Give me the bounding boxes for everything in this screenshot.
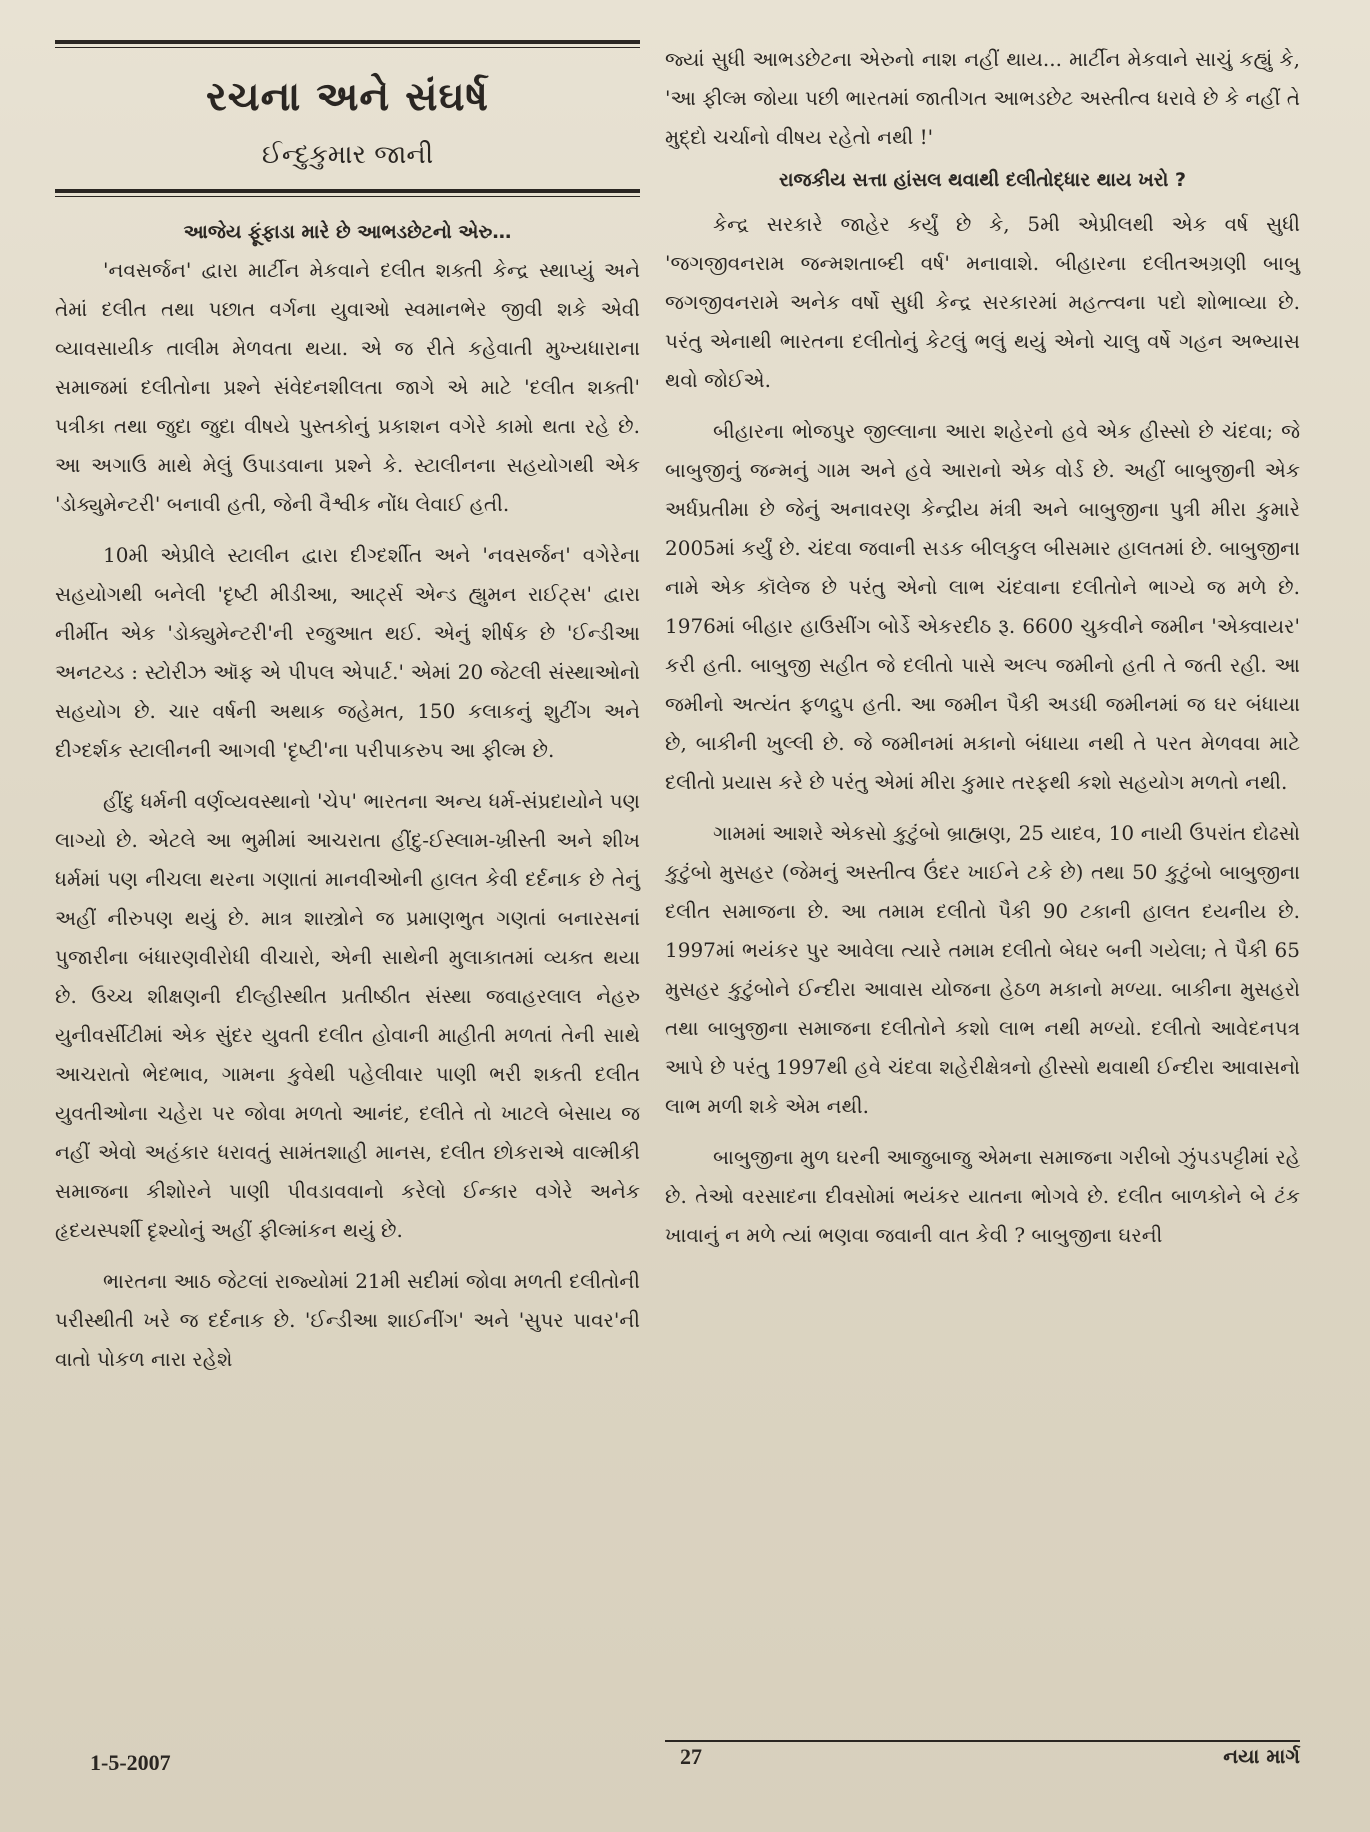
top-rule: [55, 40, 640, 44]
body-paragraph: બાબુજીના મુળ ઘરની આજુબાજુ એમના સમાજના ગરીબો ઝુંપડપટ્ટીમાં રહે છે. તેઓ વરસાદના દીવસોમાં ભયંકર યાતના ભોગવે છે. દલીત બાળકોને બે ટંક ખાવાનું ન મળે ત્યાં ભણવા જવાની વાત કેવી ? બાબુજીના ઘરની: [665, 1145, 1300, 1247]
article-author: ઈન્દુકુમાર જાની: [261, 140, 434, 170]
body-paragraph: ગામમાં આશરે એકસો કુટુંબો બ્રાહ્મણ, 25 યાદવ, 10 નાયી ઉપરાંત દોઢસો કુટુંબો મુસહર (જેમનું અસ્તીત્વ ઉંદર ખાઈને ટકે છે) તથા 50 કુટુંબો બાબુજીના દલીત સમાજના છે. આ તમામ દલીતો પૈકી 90 ટકાની હાલત દયનીય છે. 1997માં ભયંકર પુર આવેલા ત્યારે તમામ દલીતો બેઘર બની ગયેલા; તે પૈકી 65 મુસહર કુટુંબોને ઈન્દીરા આવાસ યોજના હેઠળ મકાનો મળ્યા. બાકીના મુસહરો તથા બાબુજીના સમાજના દલીતોને કશો લાભ નથી મળ્યો. દલીતો આવેદનપત્ર આપે છે પરંતુ 1997થી હવે ચંદવા શહેરીક્ષેત્રનો હીસ્સો થવાથી ઈન્દીરા આવાસનો લાભ મળી શકે એમ નથી.: [665, 821, 1300, 1118]
page-number: 27: [680, 1744, 702, 1769]
article-title: રચના અને સંઘર્ષ: [205, 74, 489, 120]
header-bottom-rule: [55, 189, 640, 193]
left-column: [55, 40, 640, 1391]
section-heading: રાજકીય સત્તા હાંસલ થવાથી દલીતોદ્ધાર થાય ખરો ?: [779, 169, 1186, 191]
page-footer: [0, 1740, 1370, 1780]
top-rule-thin: [55, 47, 640, 48]
issue-date: 1-5-2007: [90, 1750, 171, 1775]
body-paragraph: હીંદુ ધર્મની વર્ણવ્યવસ્થાનો 'ચેપ' ભારતના અન્ય ધર્મ-સંપ્રદાયોને પણ લાગ્યો છે. એટલે આ ભુમીમાં આચરાતા હીંદુ-ઈસ્લામ-ખ્રીસ્તી અને શીખ ધર્મમાં પણ નીચલા થરના ગણાતાં માનવીઓની હાલત કેવી દર્દનાક છે તેનું અહીં નીરુપણ થયું છે. માત્ર શાસ્ત્રોને જ પ્રમાણભુત ગણતાં બનારસનાં પુજારીના બંધારણવીરોધી વીચારો, એની સાથેની મુલાકાતમાં વ્યક્ત થયા છે. ઉચ્ચ શીક્ષણની દીલ્હીસ્થીત પ્રતીષ્ઠીત સંસ્થા જવાહરલાલ નેહરુ યુનીવર્સીટીમાં એક સુંદર યુવતી દલીત હોવાની માહીતી મળતાં તેની સાથે આચરાતો ભેદભાવ, ગામના કુવેથી પહેલીવાર પાણી ભરી શકતી દલીત યુવતીઓના ચહેરા પર જોવા મળતો આનંદ, દલીતે તો ખાટલે બેસાય જ નહીં એવો અહંકાર ધરાવતું સામંતશાહી માનસ, દલીત છોકરાએ વાલ્મીકી સમાજના કીશોરને પાણી પીવડાવવાનો કરેલો ઈન્કાર વગેરે અનેક હૃદયસ્પર્શી દૃશ્યોનું અહીં ફીલ્માંકન થયું છે.: [55, 789, 640, 1242]
body-paragraph: 'નવસર્જન' દ્વારા માર્ટીન મેકવાને દલીત શક્તી કેન્દ્ર સ્થાપ્યું અને તેમાં દલીત તથા પછાત વર્ગના યુવાઓ સ્વમાનભેર જીવી શકે એવી વ્યાવસાયીક તાલીમ મેળવતા થયા. એ જ રીતે કહેવાતી મુખ્યધારાના સમાજમાં દલીતોના પ્રશ્ને સંવેદનશીલતા જાગે એ માટે 'દલીત શક્તી' પત્રીકા તથા જુદા જુદા વીષયે પુસ્તકોનું પ્રકાશન વગેરે કામો થતા રહે છે. આ અગાઉ માથે મેલું ઉપાડવાના પ્રશ્ને કે. સ્ટાલીનના સહયોગથી એક 'ડોક્યુમેન્ટરી' બનાવી હતી, જેની વૈશ્વીક નોંધ લેવાઈ હતી.: [55, 258, 640, 516]
right-column: [665, 40, 1300, 1267]
header-bottom-rule-thin: [55, 196, 640, 197]
body-paragraph: 10મી એપ્રીલે સ્ટાલીન દ્વારા દીગ્દર્શીત અને 'નવસર્જન' વગેરેના સહયોગથી બનેલી 'દૃષ્ટી મીડીઆ, આર્ટ્સ એન્ડ હ્યુમન રાઈટ્સ' દ્વારા નીર્મીત એક 'ડોક્યુમેન્ટરી'ની રજુઆત થઈ. એનું શીર્ષક છે 'ઈન્ડીઆ અનટચ્ડ : સ્ટોરીઝ ઑફ એ પીપલ એપાર્ટ.' એમાં 20 જેટલી સંસ્થાઓનો સહયોગ છે. ચાર વર્ષની અથાક જહેમત, 150 કલાકનું શુટીંગ અને દીગ્દર્શક સ્ટાલીનની આગવી 'દૃષ્ટી'ના પરીપાકરુપ આ ફીલ્મ છે.: [55, 543, 640, 762]
body-paragraph: ભારતના આઠ જેટલાં રાજ્યોમાં 21મી સદીમાં જોવા મળતી દલીતોની પરીસ્થીતી ખરે જ દર્દનાક છે. 'ઈન્ડીઆ શાઈનીંગ' અને 'સુપર પાવર'ની વાતો પોકળ નારા રહેશે: [55, 1269, 640, 1371]
body-paragraph: બીહારના ભોજપુર જીલ્લાના આરા શહેરનો હવે એક હીસ્સો છે ચંદવા; જે બાબુજીનું જન્મનું ગામ અને હવે આરાનો એક વોર્ડ છે. અહીં બાબુજીની એક અર્ધપ્રતીમા છે જેનું અનાવરણ કેન્દ્રીય મંત્રી અને બાબુજીના પુત્રી મીરા કુમારે 2005માં કર્યું છે. ચંદવા જવાની સડક બીલકુલ બીસમાર હાલતમાં છે. બાબુજીના નામે એક કૉલેજ છે પરંતુ એનો લાભ ચંદવાના દલીતોને ભાગ્યે જ મળે છે. 1976માં બીહાર હાઉસીંગ બોર્ડે એકરદીઠ રૂ. 6600 ચુકવીને જમીન 'એક્વાયર' કરી હતી. બાબુજી સહીત જે દલીતો પાસે અલ્પ જમીનો હતી તે જતી રહી. આ જમીનો અત્યંત ફળદ્રુપ હતી. આ જમીન પૈકી અડધી જમીનમાં જ ઘર બંધાયા છે, બાકીની ખુલ્લી છે. જે જમીનમાં મકાનો બંધાયા નથી તે પરત મેળવવા માટે દલીતો પ્રયાસ કરે છે પરંતુ એમાં મીરા કુમાર તરફથી કશો સહયોગ મળતો નથી.: [665, 419, 1300, 794]
body-paragraph: કેન્દ્ર સરકારે જાહેર કર્યું છે કે, 5મી એપ્રીલથી એક વર્ષ સુધી 'જગજીવનરામ જન્મશતાબ્દી વર્ષ' મનાવાશે. બીહારના દલીતઅગ્રણી બાબુ જગજીવનરામે અનેક વર્ષો સુધી કેન્દ્ર સરકારમાં મહત્ત્વના પદો શોભાવ્યા છે. પરંતુ એનાથી ભારતના દલીતોનું કેટલું ભલું થયું એનો ચાલુ વર્ષે ગહન અભ્યાસ થવો જોઈએ.: [665, 212, 1300, 392]
section-heading: આજેય ફૂંફાડા મારે છે આભડછેટનો એરુ…: [183, 221, 512, 243]
footer-rule: [665, 1740, 1300, 1742]
body-paragraph: જ્યાં સુધી આભડછેટના એરુનો નાશ નહીં થાય... માર્ટીન મેકવાને સાચું કહ્યું કે, 'આ ફીલ્મ જોયા પછી ભારતમાં જાતીગત આભડછેટ અસ્તીત્વ ધરાવે છે કે નહીં તે મુદ્દો ચર્ચાનો વીષય રહેતો નથી !': [665, 47, 1300, 149]
magazine-name: નયા માર્ગ: [1223, 1744, 1300, 1768]
